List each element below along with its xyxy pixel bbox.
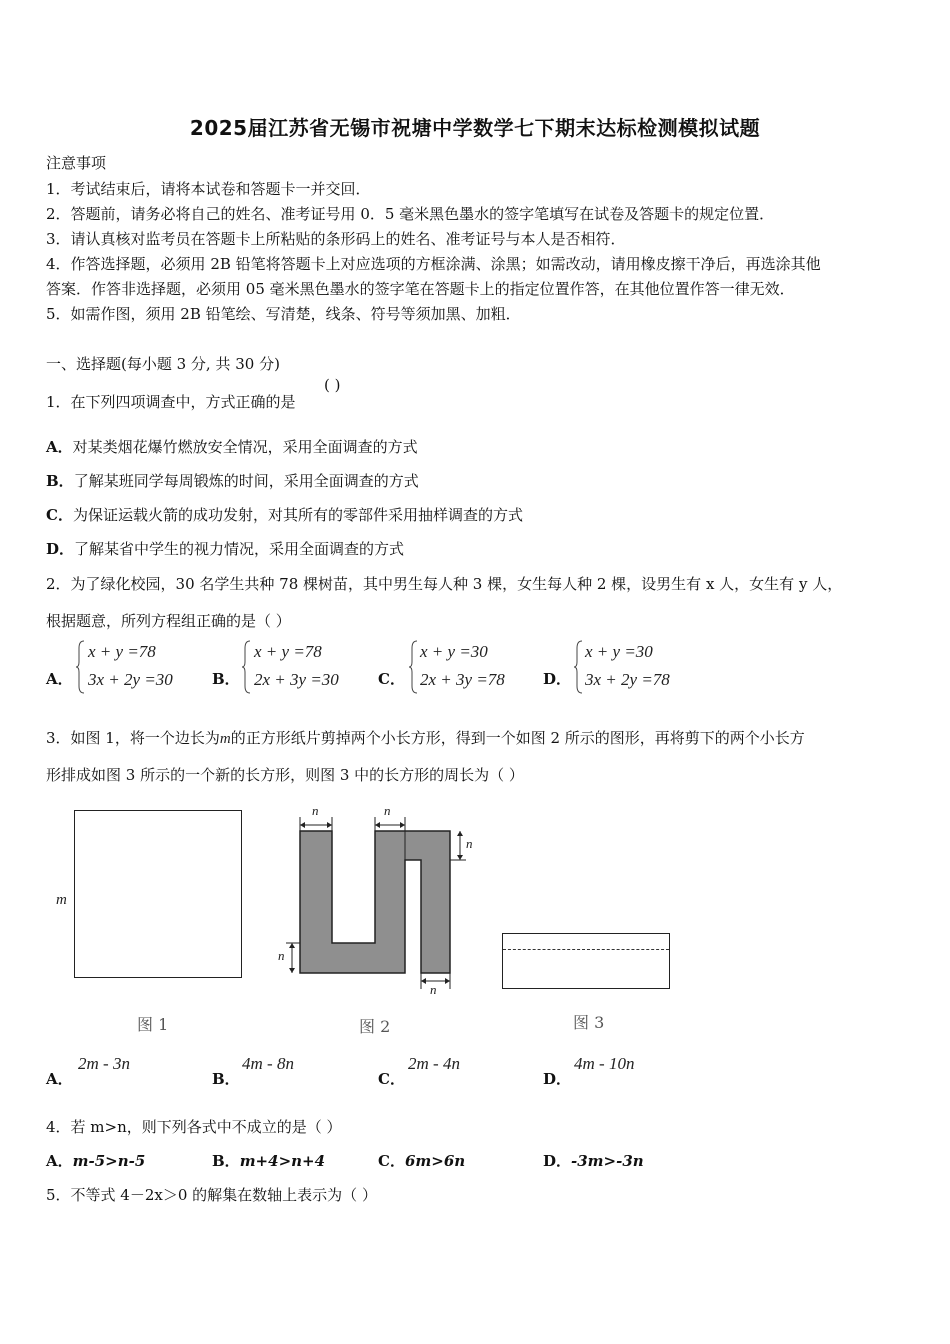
page-title: 2025届江苏省无锡市祝塘中学数学七下期末达标检测模拟试题 — [189, 116, 761, 140]
equation: 2x + 3y =30 — [254, 670, 339, 689]
equation: x + y =30 — [585, 642, 653, 661]
option-label: A． — [46, 1070, 73, 1088]
note-item: 5．如需作图，须用 2B 铅笔绘、写清楚，线条、符号等须加黑、加粗． — [46, 305, 521, 323]
q1-option-b[interactable] — [46, 470, 419, 491]
note-item: 答案．作答非选择题，必须用 05 毫米黑色墨水的签字笔在答题卡上的指定位置作答，在其他位置作答一律无效． — [46, 280, 795, 298]
q2-option-d[interactable] — [543, 640, 723, 696]
option-text: 了解某省中学生的视力情况，采用全面调查的方式 — [74, 540, 405, 558]
equation: x + y =30 — [420, 642, 488, 661]
option-label: B． — [212, 1070, 240, 1088]
figure-2-n-label: n — [312, 803, 319, 818]
q3-option-d[interactable] — [543, 1052, 703, 1088]
q3-stem-line2: 形排成如图 3 所示的一个新的长方形，则图 3 中的长方形的周长为（ ） — [46, 766, 524, 784]
q1-option-d[interactable] — [46, 538, 404, 559]
equation: x + y =78 — [254, 642, 322, 661]
q2-option-a[interactable] — [46, 640, 226, 696]
figure-2-n-label: n — [278, 948, 285, 963]
option-expression: 2m - 4n — [408, 1054, 460, 1073]
q3-option-c[interactable] — [378, 1052, 538, 1088]
figure-caption: 图 2 — [359, 1017, 391, 1036]
option-text: 6m>6n — [404, 1152, 466, 1170]
q3-stem-line1 — [46, 727, 805, 748]
option-label: D． — [543, 1070, 572, 1088]
note-item: 3．请认真核对监考员在答题卡上所粘贴的条形码上的姓名、准考证号与本人是否相符． — [46, 230, 626, 248]
q2-option-c[interactable] — [378, 640, 558, 696]
brace-icon — [242, 640, 252, 694]
q4-option-c[interactable] — [378, 1150, 465, 1171]
option-label: B． — [46, 472, 74, 490]
figure-1-side-label: m — [56, 892, 67, 908]
figure-caption: 图 3 — [573, 1013, 605, 1032]
option-label: B． — [212, 670, 240, 688]
option-label: C． — [46, 506, 73, 524]
q4-option-d[interactable] — [543, 1150, 644, 1171]
note-item: 1．考试结束后，请将本试卷和答题卡一并交回． — [46, 180, 371, 198]
equation: 2x + 3y =78 — [420, 670, 505, 689]
figure-1-square — [74, 810, 242, 978]
option-label: C． — [378, 670, 405, 688]
option-text: 为保证运载火箭的成功发射，对其所有的零部件采用抽样调查的方式 — [72, 506, 523, 524]
figure-2-shape — [300, 831, 450, 973]
figure-2-n-label: n — [384, 803, 391, 818]
option-label: C． — [378, 1152, 405, 1170]
option-expression: 2m - 3n — [78, 1054, 130, 1073]
option-label: C． — [378, 1070, 405, 1088]
figure-2-n-label: n — [430, 982, 437, 997]
equation: 3x + 2y =78 — [585, 670, 670, 689]
q5-stem: 5．不等式 4－2x＞0 的解集在数轴上表示为（ ） — [46, 1186, 377, 1204]
q3-option-a[interactable] — [46, 1052, 206, 1088]
option-label: A． — [46, 1152, 73, 1170]
option-text: -3m>-3n — [571, 1152, 644, 1170]
option-label: D． — [46, 540, 75, 558]
q4-stem: 4．若 m>n，则下列各式中不成立的是（ ） — [46, 1118, 342, 1136]
option-label: B． — [212, 1152, 240, 1170]
option-label: A． — [46, 670, 73, 688]
option-text: m+4>n+4 — [239, 1152, 326, 1170]
q3-stem-part: 的正方形纸片剪掉两个小长方形，得到一个如图 2 所示的图形，再将剪下的两个小长方 — [230, 729, 805, 747]
option-label: D． — [543, 670, 572, 688]
figure-2 — [276, 803, 476, 1003]
q2-stem-line1: 2．为了绿化校园，30 名学生共种 78 棵树苗，其中男生每人种 3 棵，女生每人种 2 棵，设男生有 x 人，女生有 y 人， — [46, 575, 843, 593]
equation: 3x + 2y =30 — [88, 670, 173, 689]
note-item: 2．答题前，请务必将自己的姓名、准考证号用 0．5 毫米黑色墨水的签字笔填写在试卷及答题卡的规定位置． — [46, 205, 775, 223]
brace-icon — [409, 640, 419, 694]
figure-2-n-label: n — [466, 836, 473, 851]
notes-heading: 注意事项 — [46, 154, 107, 172]
option-text: m-5>n-5 — [72, 1152, 146, 1170]
q4-option-a[interactable] — [46, 1150, 145, 1171]
option-label: A． — [46, 438, 73, 456]
q1-option-a[interactable] — [46, 436, 418, 457]
option-expression: 4m - 10n — [574, 1054, 635, 1073]
option-expression: 4m - 8n — [242, 1054, 294, 1073]
section-heading: 一、选择题(每小题 3 分, 共 30 分) — [46, 355, 280, 373]
q4-option-b[interactable] — [212, 1150, 325, 1171]
brace-icon — [76, 640, 86, 694]
q2-stem-line2: 根据题意，所列方程组正确的是（ ） — [46, 612, 291, 630]
note-item: 4．作答选择题，必须用 2B 铅笔将答题卡上对应选项的方框涂满、涂黑；如需改动，请用橡皮擦干净后，再选涂其他 — [46, 255, 821, 273]
figure-3-dashed-line — [503, 949, 669, 950]
figure-3-rectangle — [502, 933, 670, 989]
equation: x + y =78 — [88, 642, 156, 661]
q1-stem: 1．在下列四项调查中，方式正确的是 — [46, 393, 296, 411]
brace-icon — [574, 640, 584, 694]
q2-option-b[interactable] — [212, 640, 392, 696]
option-text: 了解某班同学每周锻炼的时间，采用全面调查的方式 — [73, 472, 419, 490]
q1-option-c[interactable] — [46, 504, 523, 525]
figure-caption: 图 1 — [137, 1015, 169, 1034]
q1-answer-paren: ( ) — [324, 376, 341, 394]
option-text: 对某类烟花爆竹燃放安全情况，采用全面调查的方式 — [72, 438, 418, 456]
option-label: D． — [543, 1152, 572, 1170]
q3-option-b[interactable] — [212, 1052, 372, 1088]
q3-variable: m — [219, 731, 231, 747]
q3-stem-part: 3．如图 1，将一个边长为 — [46, 729, 220, 747]
